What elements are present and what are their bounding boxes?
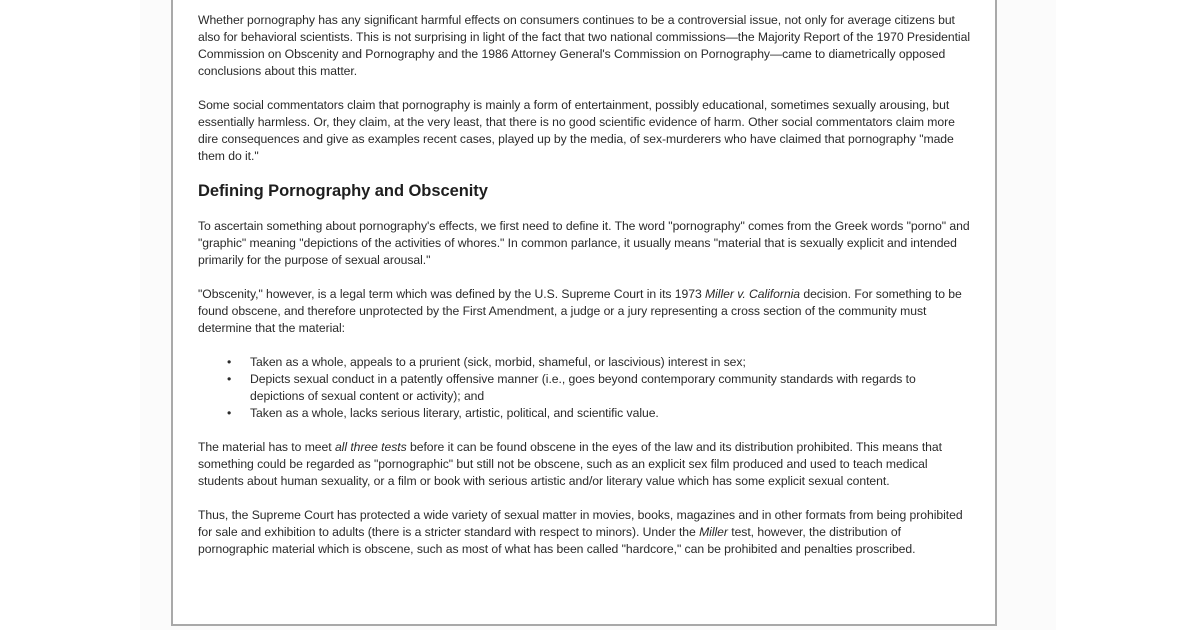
bullet-icon: •: [227, 355, 232, 369]
case-name: Miller v. California: [705, 287, 800, 301]
obscenity-text-after: decision. For something to be found obscene, and therefore unprotected by the First Amendment, a judge or a jury representing a cross section of the community must determine that the material:: [198, 287, 962, 335]
list-item: [198, 405, 973, 422]
list-item-text: Taken as a whole, appeals to a prurient (sick, morbid, shameful, or lascivious) interest in sex;: [250, 355, 746, 369]
tests-emphasis: all three tests: [334, 440, 407, 454]
tests-text-before: The material has to meet: [198, 440, 335, 454]
bullet-icon: •: [227, 406, 232, 420]
bullet-icon: •: [227, 372, 232, 386]
list-item-text: Depicts sexual conduct in a patently offensive manner (i.e., goes beyond contemporary community standards with regards to depictions of sexual content or activity); and: [250, 372, 916, 403]
closing-text-before: Thus, the Supreme Court has protected a wide variety of sexual matter in movies, books, magazines and in other formats from being prohibited for sale and exhibition to adults (there is a stricter standard with respect to minors). Under the: [198, 508, 963, 539]
page-content: [198, 12, 973, 575]
tests-paragraph: [198, 439, 973, 490]
list-item-text: Taken as a whole, lacks serious literary, artistic, political, and scientific value.: [250, 406, 659, 420]
closing-text-after: test, however, the distribution of pornographic material which is obscene, such as most of what has been called "hardcore," can be prohibited and penalties proscribed.: [198, 525, 916, 556]
tests-text-after: before it can be found obscene in the eyes of the law and its distribution prohibited. This means that something could be regarded as "pornographic" but still not be obscene, such as an explicit sex film produced and used to teach medical students about human sexuality, or a film or book with serious artistic and/or literary value which has some explicit sexual content.: [198, 440, 942, 488]
intro-paragraph-2: Some social commentators claim that pornography is mainly a form of entertainment, possibly educational, sometimes sexually arousing, but essentially harmless. Or, they claim, at the very least, that there is no good scientific evidence of harm. Other social commentators claim more dire consequences and give as examples recent cases, played up by the media, of sex-murderers who have claimed that pornography "made them do it.": [198, 98, 955, 163]
document-page: [171, 0, 997, 626]
obscenity-paragraph: [198, 286, 973, 337]
intro-paragraph-1: Whether pornography has any significant harmful effects on consumers continues to be a controversial issue, not only for average citizens but also for behavioral scientists. This is not surprising in light of the fact that two national commissions—the Majority Report of the 1970 Presidential Commission on Obscenity and Pornography and the 1986 Attorney General's Commission on Pornography—came to diametrically opposed conclusions about this matter.: [198, 13, 970, 78]
list-item: [198, 371, 973, 405]
list-item: [198, 354, 973, 371]
miller-emphasis: Miller: [699, 525, 728, 539]
obscenity-text-before: "Obscenity," however, is a legal term which was defined by the U.S. Supreme Court in its 1973: [198, 287, 706, 301]
definition-paragraph: To ascertain something about pornography's effects, we first need to define it. The word "pornography" comes from the Greek words "porno" and "graphic" meaning "depictions of the activities of whores." In common parlance, it usually means "material that is sexually explicit and intended primarily for the purpose of sexual arousal.": [198, 219, 970, 267]
closing-paragraph: [198, 507, 973, 558]
obscenity-tests-list: [198, 354, 973, 422]
section-heading: Defining Pornography and Obscenity: [198, 182, 488, 200]
